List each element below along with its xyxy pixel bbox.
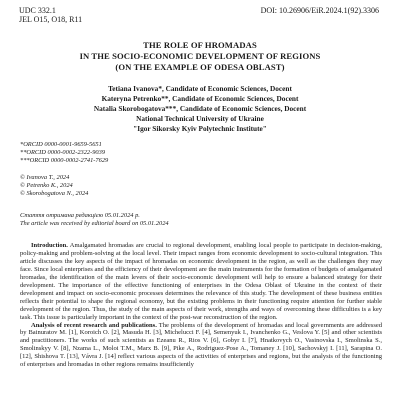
copyright-skorobogatova: © Skorobogatova N., 2024 <box>20 190 89 197</box>
introduction-heading: Introduction. <box>31 242 68 249</box>
copyright-petrenko: © Petrenko K., 2024 <box>20 182 73 189</box>
title-line-3: (ON THE EXAMPLE OF ODESA OBLAST) <box>115 62 285 72</box>
introduction-text: Amalgamated hromadas are crucial to regional development, enabling local people to participate in decision-making, policy-making and problem-solving at the local level. Their impact ranges from economic development to socio-cultural integration. This article discusses the key aspects of the impact of hromadas on economic development in the region, as well as the challenges they may face. Since local enterprises and the efficiency of their development are the main instruments for the formation of budgets of amalgamated hromadas, the identification of the main levers of their socio-economic development will help to ensure a balanced strategy for their development. The importance of the effective functioning of enterprises in the Odesa Oblast of Ukraine in the context of their development and impact on socio-economic processes determines the relevance of this study. The development of these business entities reflects their potential to shape the regional economy, but the existing problems in their functioning require attention for further stable development of the region. Thus, the study of the main aspects of their work, strengths and ways of overcoming these difficulties is a key task. This issue is particularly important in the context of the post-war reconstruction of the region. <box>20 242 382 321</box>
doi-link[interactable]: DOI: 10.26906/EiR.2024.1(92).3306 <box>260 6 379 15</box>
analysis-text: The problems of the development of hromadas and local governments are addressed by Bainuratov M. [1], Koroich O. [2], Masuda H. [3], Michelucci F. [4], Semenyuk I., Ivanchenko G., Veslova Y. [5] and other scientists and practitioners. The works of such scientists as Ezeanu R., Rios V. [6], Gobyr I. [7], Hnatkovych O., Vasinovska I., Smolinska S., Smolinskyy V. [8], Nzama L., Moloi T.M., Marx B. [9], Pike A., Rodriguez-Pose A., Tomaney J. [10], Sachovskyj I. [11], Sarapina O. [12], Shishova T. [13], Vávra J. [14] reflect various aspects of the activities of enterprises and regions, but the analysis of the functioning of enterprises and hromadas in other regions remains insufficiently <box>20 321 382 369</box>
copyright-ivanova: © Ivanova T., 2024 <box>20 174 70 181</box>
orcid-skorobogatova[interactable]: ***ORCID 0000-0002-2741-7629 <box>20 157 109 164</box>
author-skorobogatova: Natalia Skorobogatova***, Candidate of Economic Sciences, Docent <box>93 104 307 113</box>
title-line-1: THE ROLE OF HROMADAS <box>143 40 257 50</box>
introduction-paragraph <box>20 242 382 322</box>
orcid-petrenko[interactable]: **ORCID 0000-0002-2322-9039 <box>20 149 106 156</box>
received-note-ukrainian: Стаття отримана редакцією 05.01.2024 р. <box>20 212 140 219</box>
affiliation-line-2: "Igor Sikorsky Kyiv Polytechnic Institute" <box>133 124 267 133</box>
received-note-english: The article was received by editorial board on 05.01.2024 <box>20 220 169 227</box>
author-ivanova: Tetiana Ivanova*, Candidate of Economic Sciences, Docent <box>108 84 292 93</box>
udc-code: UDC 332.1 <box>19 6 56 15</box>
affiliation-line-1: National Technical University of Ukraine <box>136 114 264 123</box>
jel-code: JEL O15, O18, R11 <box>19 15 83 24</box>
analysis-paragraph <box>20 322 382 370</box>
orcid-ivanova[interactable]: *ORCID 0000-0001-9659-5651 <box>20 141 102 148</box>
title-line-2: IN THE SOCIO-ECONOMIC DEVELOPMENT OF REGIONS <box>79 51 321 61</box>
analysis-heading: Analysis of recent research and publications. <box>31 321 157 329</box>
article-body <box>20 242 382 369</box>
author-petrenko: Kateryna Petrenko**, Candidate of Economic Sciences, Docent <box>101 94 299 103</box>
